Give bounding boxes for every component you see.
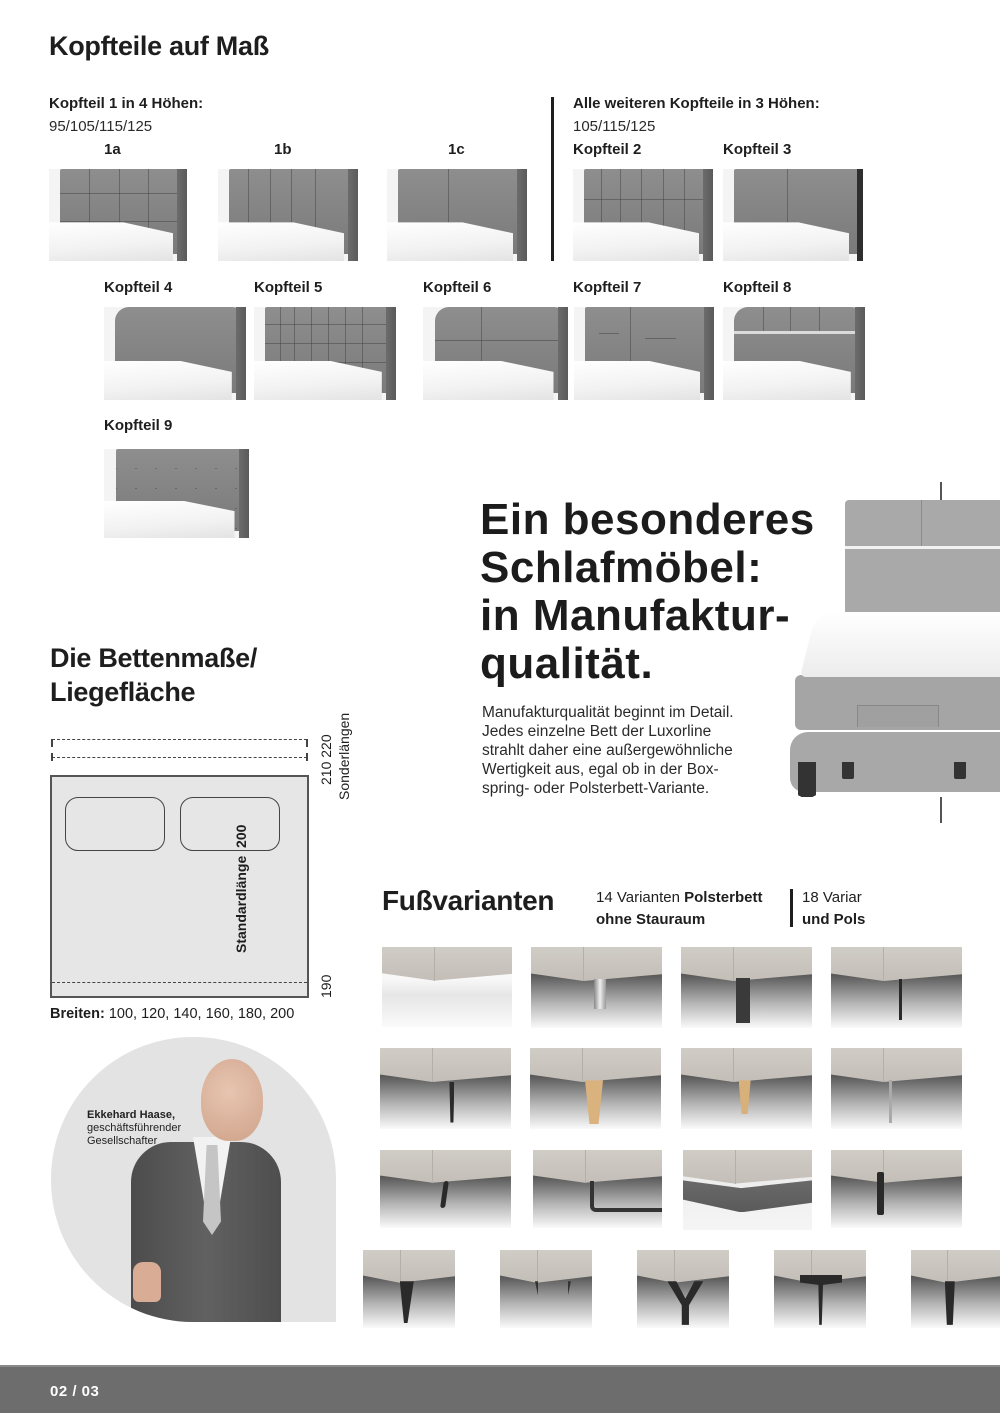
founder-portrait — [51, 1037, 336, 1322]
standard-length-text: Standardlänge — [233, 855, 249, 953]
foot-variant-wood-taper[interactable] — [530, 1048, 661, 1129]
headboard-image-1b[interactable] — [218, 169, 358, 261]
hero-description — [482, 703, 734, 798]
foot-variant-black-angled[interactable] — [363, 1250, 455, 1328]
headboard-image-4[interactable] — [104, 307, 246, 400]
headboard-label-6: Kopfteil 6 — [423, 279, 492, 296]
hero-text-line: spring- oder Polsterbett-Variante. — [482, 780, 710, 797]
page-footer — [0, 1365, 1000, 1413]
group1-heights: 95/105/115/125 — [49, 118, 153, 135]
standard-length-label — [233, 825, 249, 953]
special-lengths-values: 210 220 — [318, 734, 334, 785]
headboard-image-1c[interactable] — [387, 169, 527, 261]
feet-variant-a — [596, 887, 762, 931]
foot-variant-black-t-bracket[interactable] — [774, 1250, 866, 1328]
headboard-label-8: Kopfteil 8 — [723, 279, 792, 296]
special-lengths-label: Sonderlängen — [336, 712, 352, 800]
dimensions-title-line: Liegefläche — [50, 677, 196, 707]
section-divider — [551, 97, 554, 261]
section-title-headboards: Kopfteile auf Maß — [49, 31, 269, 61]
founder-caption — [87, 1109, 181, 1148]
hero-text-line: strahlt daher eine außergewöhnliche — [482, 742, 733, 759]
variant-a-type: Polsterbett — [684, 889, 763, 906]
hero-title-line: qualität. — [480, 639, 654, 688]
foot-variant-plinth[interactable] — [683, 1150, 812, 1230]
variant-b-type: und Pols — [802, 911, 866, 928]
foot-variant-black-block[interactable] — [681, 947, 812, 1028]
headboard-image-8[interactable] — [723, 307, 865, 400]
short-length-value: 190 — [318, 974, 334, 998]
hero-title — [480, 496, 815, 688]
foot-variant-thin-black-pin[interactable] — [831, 947, 962, 1028]
headboard-image-9[interactable] — [104, 449, 249, 538]
feet-divider — [790, 889, 793, 927]
headboard-label-1a: 1a — [104, 141, 121, 158]
group1-heading: Kopfteil 1 in 4 Höhen: — [49, 95, 204, 112]
page-indicator: 02 / 03 — [50, 1383, 100, 1400]
widths-row — [50, 1006, 294, 1022]
variant-a-type-2: ohne Stauraum — [596, 911, 706, 928]
group2-heading: Alle weiteren Kopfteile in 3 Höhen: — [573, 95, 820, 112]
hero-text-line: Wertigkeit aus, egal ob in der Box- — [482, 761, 719, 778]
feet-variant-b — [802, 887, 865, 931]
foot-variant-black-y[interactable] — [637, 1250, 729, 1328]
headboard-label-3: Kopfteil 3 — [723, 141, 792, 158]
hero-title-line: in Manufaktur- — [480, 591, 791, 640]
variant-b-count: 18 Variar — [802, 889, 862, 906]
hero-title-line: Ein besonderes — [480, 495, 815, 544]
headboard-label-1c: 1c — [448, 141, 465, 158]
foot-variant-black-tapered-post[interactable] — [911, 1250, 1000, 1328]
hero-title-line: Schlafmöbel: — [480, 543, 763, 592]
foot-variant-black-sled[interactable] — [533, 1150, 662, 1228]
founder-role: geschäftsführender — [87, 1122, 182, 1134]
foot-variant-no-leg[interactable] — [382, 947, 512, 1027]
founder-role: Gesellschafter — [87, 1135, 158, 1147]
foot-variant-black-v[interactable] — [500, 1250, 592, 1328]
decorative-line — [940, 797, 942, 823]
decorative-line — [940, 482, 942, 500]
standard-length-value: 200 — [233, 824, 249, 848]
headboard-image-5[interactable] — [254, 307, 396, 400]
founder-name: Ekkehard Haase, — [87, 1109, 176, 1121]
group2-heights: 105/115/125 — [573, 118, 656, 135]
dimensions-title — [50, 641, 257, 709]
headboard-image-2[interactable] — [573, 169, 713, 261]
hero-text-line: Jedes einzelne Bett der Luxorline — [482, 723, 712, 740]
foot-variant-wood-short-taper[interactable] — [681, 1048, 812, 1129]
widths-label: Breiten: — [50, 1006, 105, 1022]
headboard-image-1a[interactable] — [49, 169, 187, 261]
variant-a-count: 14 Varianten — [596, 889, 685, 906]
feet-title: Fußvarianten — [382, 885, 555, 916]
headboard-image-7[interactable] — [574, 307, 714, 400]
headboard-label-1b: 1b — [274, 141, 292, 158]
headboard-label-5: Kopfteil 5 — [254, 279, 323, 296]
foot-variant-black-taper[interactable] — [380, 1048, 511, 1129]
boxspring-bed-image — [790, 500, 1000, 800]
headboard-label-7: Kopfteil 7 — [573, 279, 642, 296]
foot-variant-chrome-pin[interactable] — [831, 1048, 962, 1129]
headboard-label-2: Kopfteil 2 — [573, 141, 642, 158]
dimensions-title-line: Die Bettenmaße/ — [50, 643, 258, 673]
headboard-label-9: Kopfteil 9 — [104, 417, 173, 434]
widths-values: 100, 120, 140, 160, 180, 200 — [108, 1006, 295, 1022]
foot-variant-black-flat-bar[interactable] — [831, 1150, 962, 1228]
foot-variant-chrome-cylinder[interactable] — [531, 947, 662, 1028]
headboard-label-4: Kopfteil 4 — [104, 279, 173, 296]
foot-variant-black-curved[interactable] — [380, 1150, 511, 1228]
headboard-image-6[interactable] — [423, 307, 568, 400]
headboard-image-3[interactable] — [723, 169, 863, 261]
hero-text-line: Manufakturqualität beginnt im Detail. — [482, 704, 734, 721]
